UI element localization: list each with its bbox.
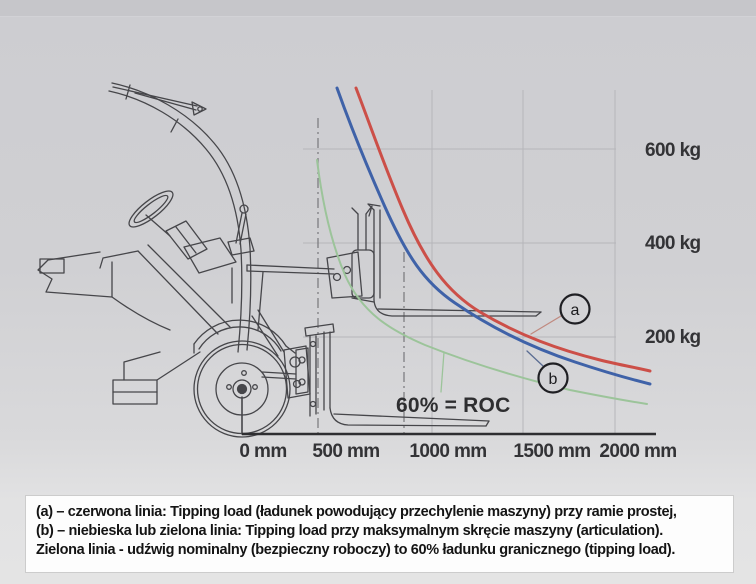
x-label-0mm: 0 mm [239, 441, 287, 462]
marker-b-letter: b [548, 371, 558, 388]
raised-fork-assembly [247, 204, 541, 316]
leader-line-green [441, 352, 444, 392]
y-label-200kg: 200 kg [645, 327, 701, 348]
roc-annotation: 60% = ROC [396, 394, 511, 417]
caption-line-b: (b) – niebieska lub zielona linia: Tipping load przy maksymalnym skręcie maszyny (articulation). [36, 523, 663, 539]
marker-a-badge [561, 295, 590, 324]
x-axis-labels [239, 441, 676, 462]
caption-box [25, 495, 734, 573]
steering-wheel [124, 186, 236, 273]
machine-illustration [38, 83, 541, 437]
front-axle-bracket [284, 346, 310, 398]
x-label-1000mm: 1000 mm [409, 441, 487, 462]
rops-bar [109, 83, 251, 352]
chart-grid [303, 90, 616, 433]
y-label-600kg: 600 kg [645, 140, 701, 161]
marker-b-badge [539, 364, 568, 393]
y-axis-labels [645, 140, 701, 348]
reference-dash-lines [318, 118, 404, 433]
curve-green-rated-capacity [317, 160, 647, 404]
x-label-1500mm: 1500 mm [513, 441, 591, 462]
marker-a-letter: a [570, 302, 580, 319]
y-label-400kg: 400 kg [645, 233, 701, 254]
curve-red-tipping-load-straight [356, 88, 650, 371]
curve-blue-tipping-load-articulated [337, 88, 650, 384]
caption-line-green: Zielona linia - udźwig nominalny (bezpieczny roboczy) to 60% ładunku granicznego (tipping load). [36, 542, 676, 558]
leader-line-a [531, 316, 561, 334]
x-label-500mm: 500 mm [312, 441, 380, 462]
caption-line-a: (a) – czerwona linia: Tipping load (ładunek powodujący przechylenie maszyny) przy ramie prostej, [36, 504, 677, 520]
x-label-2000mm: 2000 mm [599, 441, 677, 462]
leader-line-b [527, 351, 543, 366]
